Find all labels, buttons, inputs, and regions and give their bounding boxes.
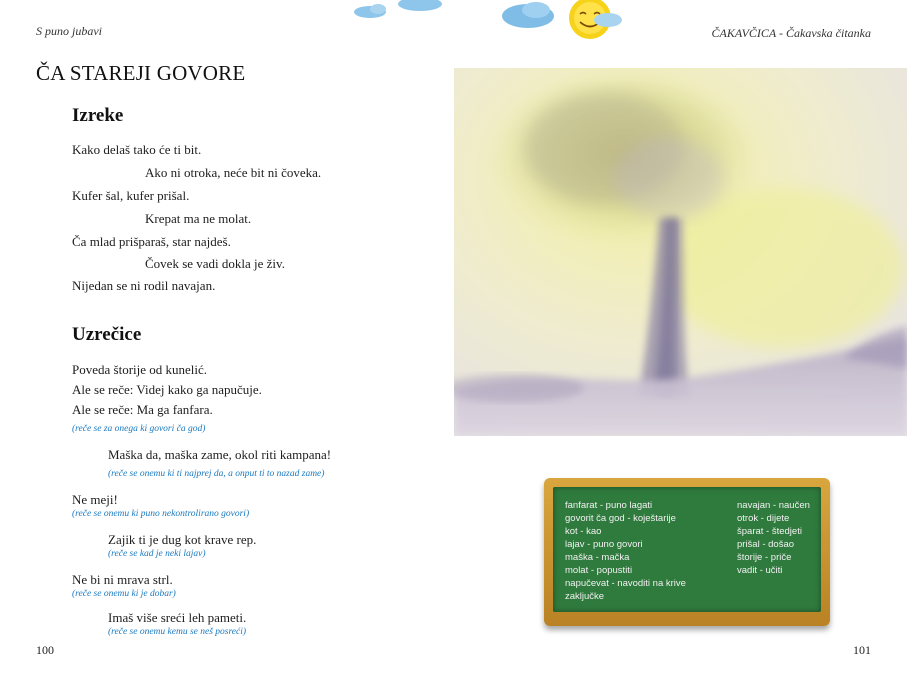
proverb-line: Nijedan se ni rodil navajan. <box>72 278 216 293</box>
proverb-line: Ča mlad prišparaš, star najdeš. <box>72 234 231 249</box>
glossary-entry: šparat - štedjeti <box>737 526 802 537</box>
glossary-entry: prišal - došao <box>737 539 795 550</box>
saying-line: Poveda štorije od kunelić. <box>72 362 208 377</box>
glossary-entry: maška - mačka <box>565 552 630 563</box>
glossary-entry: govorit ča god - koještarije <box>565 513 676 524</box>
watercolor-tree-painting <box>454 68 907 436</box>
proverb-line: Krepat ma ne molat. <box>145 211 252 226</box>
cloud-icon <box>398 0 442 11</box>
saying-note: (reče se onemu kemu se neš posreći) <box>108 627 247 637</box>
proverb-line: Ako ni otroka, neće bit ni čoveka. <box>145 165 322 180</box>
glossary-entry: otrok - dijete <box>737 513 790 524</box>
saying-line: Imaš više sreći leh pameti. <box>108 610 247 625</box>
saying-line: Ale se reče: Ma ga fanfara. <box>72 402 213 417</box>
saying-line: Maška da, maška zame, okol riti kampana! <box>108 447 332 462</box>
saying-note: (reče se onemu ki je dobar) <box>72 589 176 599</box>
glossary-entry: navajan - naučen <box>737 500 810 511</box>
clouds-and-sun-decoration <box>340 0 640 50</box>
glossary-column-right <box>737 499 810 577</box>
proverb-line: Čovek se vadi dokla je živ. <box>145 256 285 271</box>
cloud-icon <box>594 13 622 27</box>
glossary-entry: fanfarat - puno lagati <box>565 500 653 511</box>
glossary-entry: štorije - priče <box>737 552 792 563</box>
glossary-entry: kot - kao <box>565 526 602 537</box>
saying-line: Ne bi ni mrava strl. <box>72 572 173 587</box>
saying-line: Ale se reče: Videj kako ga napučuje. <box>72 382 262 397</box>
cloud-icon <box>354 4 386 18</box>
glossary-entry: molat - popustiti <box>565 565 633 576</box>
glossary-entry: vadit - učiti <box>737 565 783 576</box>
saying-note: (reče se onemu ki puno nekontrolirano govori) <box>72 509 250 519</box>
page-number-left: 100 <box>36 643 54 657</box>
glossary-entry: lajav - puno govori <box>565 539 643 550</box>
section-heading-uzrecice: Uzrečice <box>72 324 142 345</box>
proverb-line: Kufer šal, kufer prišal. <box>72 188 190 203</box>
glossary-entry: napučevat - navoditi na krive <box>565 578 686 589</box>
glossary-chalkboard <box>544 478 830 626</box>
proverb-line: Kako delaš tako će ti bit. <box>72 142 202 157</box>
saying-line: Ne meji! <box>72 492 118 507</box>
saying-line: Zajik ti je dug kot krave rep. <box>108 532 257 547</box>
page-title: ČA STAREJI GOVORE <box>36 61 246 85</box>
saying-note: (reče se za onega ki govori ča god) <box>72 424 206 434</box>
glossary-column-left <box>565 499 686 603</box>
saying-note: (reče se kad je neki lajav) <box>108 549 206 559</box>
cloud-icon <box>502 2 554 28</box>
running-header-left: S puno jubavi <box>36 24 102 38</box>
running-header-right: ČAKAVČICA - Čakavska čitanka <box>711 26 871 40</box>
section-heading-izreke: Izreke <box>72 105 124 126</box>
saying-note: (reče se onemu ki ti najprej da, a onput ti to nazad zame) <box>108 469 325 479</box>
chalkboard-surface <box>553 487 821 612</box>
page-number-right: 101 <box>853 643 871 657</box>
glossary-entry: zaključke <box>565 591 605 602</box>
